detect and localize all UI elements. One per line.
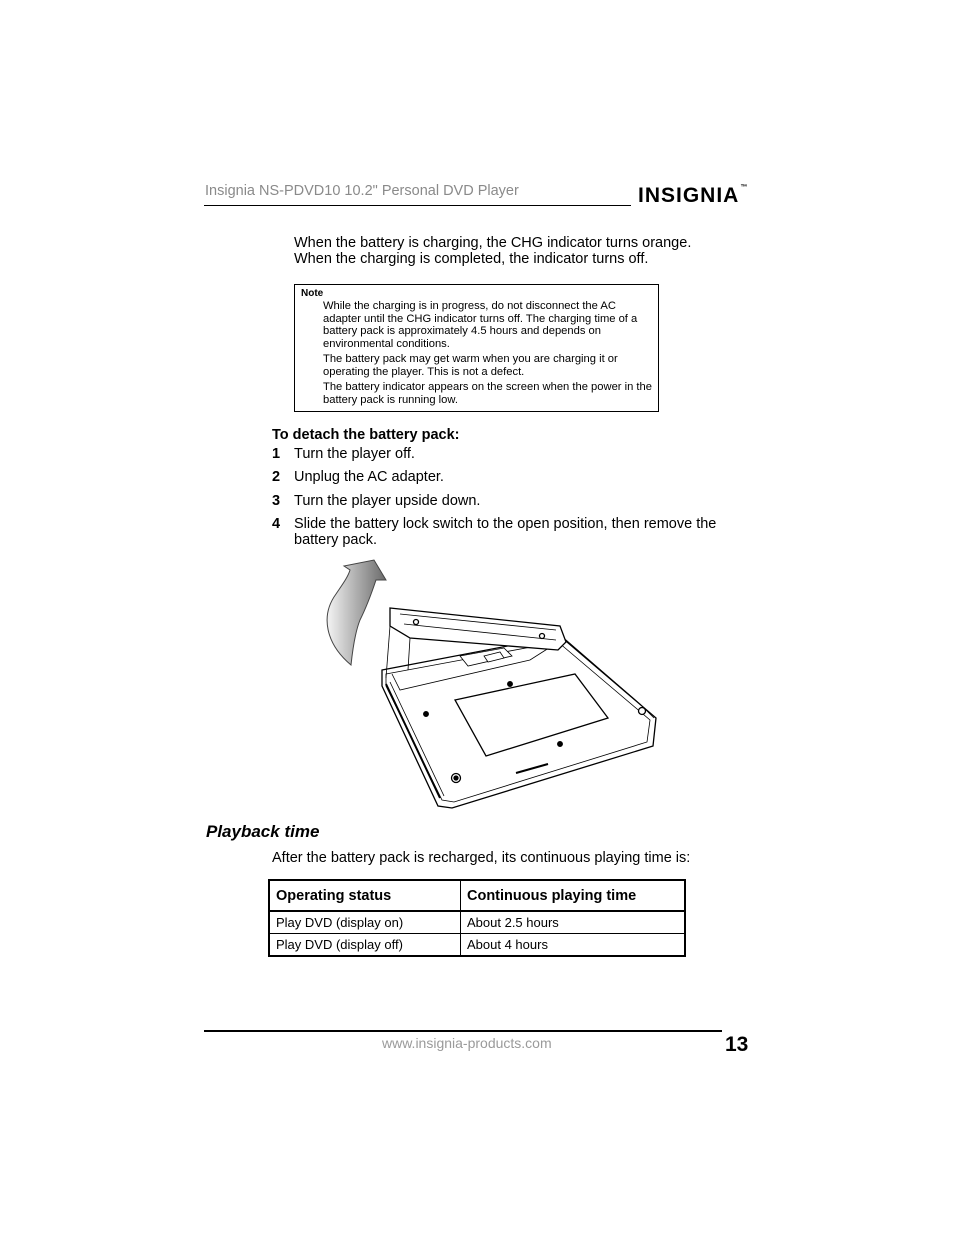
table-cell: About 2.5 hours [461,911,686,934]
footer-rule [204,1030,722,1032]
table-row [269,934,685,957]
battery-removal-illustration [320,558,665,813]
note-paragraph-1: While the charging is in progress, do not disconnect the AC adapter until the CHG indicator turns off. The charging time of a battery pack is approximately 4.5 hours and depends on environmental conditions. [323,300,638,350]
insignia-logo [638,184,747,208]
detach-heading: To detach the battery pack: [272,427,460,443]
header-rule [204,205,631,206]
table-row [269,911,685,934]
column-header: Operating status [269,880,461,911]
dvd-player-underside [382,636,656,808]
table-cell: About 4 hours [461,934,686,957]
note-paragraph-3: The battery indicator appears on the screen when the power in the battery pack is running low. [323,381,652,406]
table-header-row [269,880,685,911]
step-number: 2 [272,469,281,485]
step-number: 3 [272,493,281,509]
section-title-playback-time: Playback time [206,822,320,841]
playback-intro-text: After the battery pack is recharged, its continuous playing time is: [272,850,691,866]
logo-trademark: ™ [740,184,748,191]
step-text: Slide the battery lock switch to the open position, then remove the battery pack. [294,516,717,548]
up-arrow-icon [327,560,386,665]
note-box [294,284,659,412]
note-label: Note [301,288,324,299]
step-text: Unplug the AC adapter. [294,469,444,485]
logo-text: INSIGNIA [638,184,740,207]
table-cell: Play DVD (display on) [269,911,461,934]
note-paragraph-2: The battery pack may get warm when you are charging it or operating the player. This is not a defect. [323,353,618,378]
table-cell: Play DVD (display off) [269,934,461,957]
intro-line-1: When the battery is charging, the CHG indicator turns orange. [294,235,692,251]
intro-paragraph [294,235,754,267]
step-number: 4 [272,516,281,532]
column-header: Continuous playing time [461,880,686,911]
step-text: Turn the player upside down. [294,493,481,509]
playback-time-table [268,879,686,957]
step-text: Turn the player off. [294,446,415,462]
document-header-title: Insignia NS-PDVD10 10.2" Personal DVD Player [205,183,519,199]
footer-url: www.insignia-products.com [382,1035,552,1051]
step-number: 1 [272,446,281,462]
intro-line-2: When the charging is completed, the indicator turns off. [294,251,649,267]
page-number: 13 [725,1033,749,1056]
